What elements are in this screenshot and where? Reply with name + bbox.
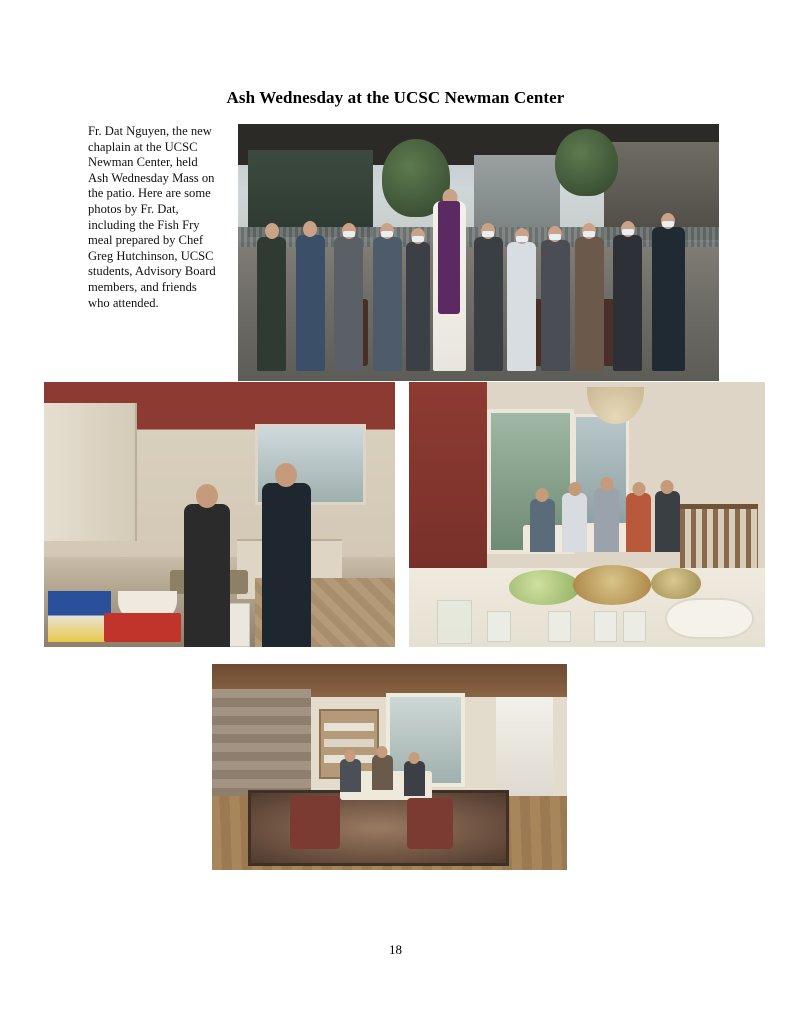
diner-head xyxy=(568,482,581,496)
helper-standing xyxy=(262,483,311,647)
armchair-right xyxy=(407,798,453,850)
attendee-3 xyxy=(334,237,363,371)
attendee-5 xyxy=(406,242,430,371)
guest-2 xyxy=(372,755,393,790)
diner-1 xyxy=(530,499,555,552)
attendee-1 xyxy=(257,237,286,371)
living-room-gathering-photo xyxy=(212,664,567,870)
side-dish-bowl xyxy=(651,568,701,600)
stack-of-plates xyxy=(665,598,754,639)
face-mask xyxy=(583,231,595,237)
salad-bowl xyxy=(509,570,580,604)
beverage-jar xyxy=(437,600,471,644)
attendee-11 xyxy=(652,227,686,371)
attendee-2 xyxy=(296,235,325,371)
face-mask xyxy=(412,236,424,242)
glass-2 xyxy=(548,611,571,642)
glass-3 xyxy=(594,611,617,642)
attendee-10 xyxy=(613,235,642,371)
attendee-head xyxy=(265,223,279,239)
kitchen-fish-fry-photo xyxy=(44,382,395,647)
diner-head xyxy=(536,488,549,502)
face-mask xyxy=(516,236,528,242)
face-mask xyxy=(662,221,674,227)
priest-stole xyxy=(438,201,460,314)
guest-3 xyxy=(404,761,425,796)
face-mask xyxy=(622,229,634,235)
face-mask xyxy=(381,231,393,237)
diner-head xyxy=(632,482,645,496)
chef-head xyxy=(196,484,218,508)
attendee-4 xyxy=(373,237,402,371)
glass-1 xyxy=(487,611,510,642)
group-photo-patio xyxy=(238,124,719,381)
face-mask xyxy=(482,231,494,237)
diner-head xyxy=(661,480,674,494)
dining-room-meal-photo xyxy=(409,382,765,647)
supply-box xyxy=(48,591,111,641)
food-tray xyxy=(104,613,181,642)
article-caption: Fr. Dat Nguyen, the new chaplain at the UCSC Newman Center, held Ash Wednesday Mass on the patio. Here are some photos by Fr. Dat, including the Fish Fry meal prepared by Chef Greg Hutchinson, UCSC students, Advisory Board members, and friends who attended. xyxy=(88,124,216,310)
diner-head xyxy=(600,477,613,491)
food-platter xyxy=(573,565,651,605)
attendee-8 xyxy=(541,240,570,371)
face-mask xyxy=(343,231,355,237)
attendee-6 xyxy=(474,237,503,371)
diner-4 xyxy=(626,493,651,551)
chef-cooking xyxy=(184,504,230,647)
guest-head xyxy=(377,746,388,758)
helper-head xyxy=(275,463,297,487)
tree-2 xyxy=(555,129,618,196)
attendee-head xyxy=(303,221,317,237)
upper-cabinets xyxy=(44,403,137,541)
diner-2 xyxy=(562,493,587,551)
attendee-9 xyxy=(575,237,604,371)
diner-3 xyxy=(594,488,619,552)
guest-1 xyxy=(340,759,361,792)
diner-5 xyxy=(655,491,680,552)
glass-4 xyxy=(623,611,646,642)
page-number: 18 xyxy=(389,942,402,957)
building-middle xyxy=(474,155,561,227)
page-title: Ash Wednesday at the UCSC Newman Center xyxy=(226,88,565,107)
white-cabinet xyxy=(496,697,553,800)
area-rug xyxy=(248,790,510,866)
face-mask xyxy=(549,234,561,240)
armchair-left xyxy=(290,796,340,850)
guest-head xyxy=(409,752,420,764)
guest-head xyxy=(345,750,356,762)
attendee-7 xyxy=(507,242,536,371)
